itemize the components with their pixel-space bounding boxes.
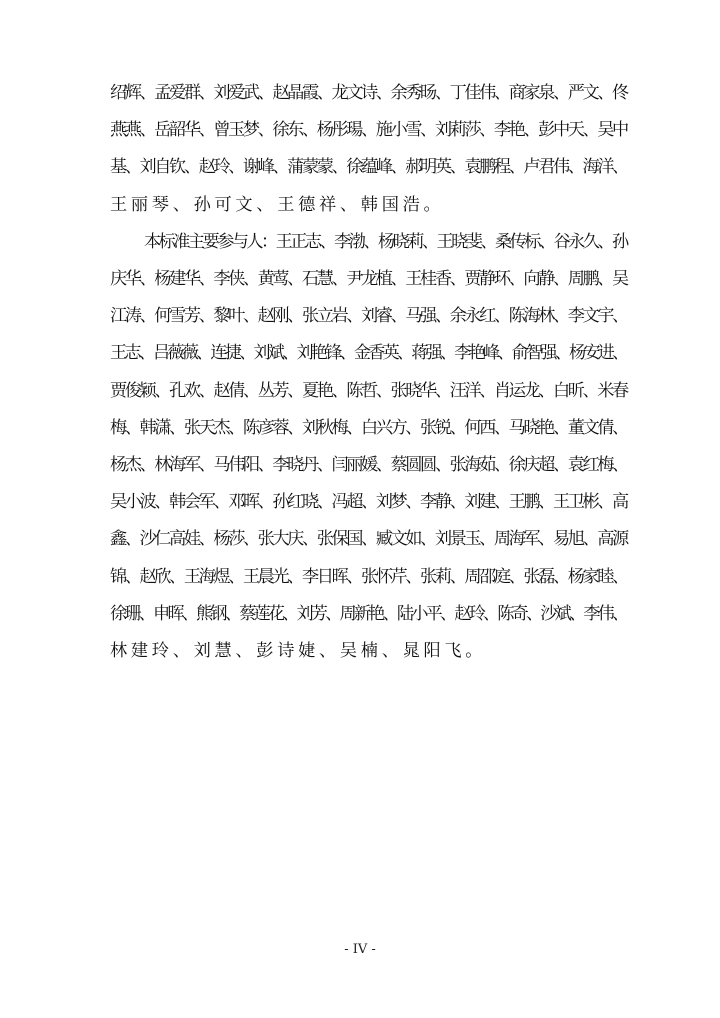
- text-line: 锦 、 赵 欣 、 王 海 煜 、 王 晨 光 、 李 日 晖 、 张 怀 芹 、 张 莉 、 周 邵 庭 、 张 磊 、 杨 家 睦 、: [110, 566, 630, 587]
- text-line: 梅 、 韩 潇 、 张 天 杰 、 陈 彦 蓉 、 刘 秋 梅 、 白 兴 方 、 张 锐 、 何 西 、 马 晓 艳 、 董 文 倩 、: [110, 417, 630, 438]
- text-line: 吴 小 波 、 韩 会 军 、 邓 晖 、 孙 红 晓 、 冯 超 、 刘 梦 、 李 静 、 刘 建 、 王 鹏 、 王 卫 彬 、 高: [110, 492, 630, 513]
- text-line: 徐 珊 、 申 晖 、 熊 钢 、 蔡 莲 花 、 刘 芳 、 周 新 艳 、 陆 小 平 、 赵 玲 、 陈 奇 、 沙 斌 、 李 伟 、: [110, 603, 630, 624]
- text-line: 燕 燕 、 岳 韶 华 、 曾 玉 梦 、 徐 东 、 杨 彤 瑒 、 施 小 雪 、 刘 莉 莎 、 李 艳 、 彭 中 天 、 吴 中: [110, 120, 630, 141]
- text-line: 贾 俊 颖 、 孔 欢 、 赵 倩 、 丛 芳 、 夏 艳 、 陈 哲 、 张 晓 华 、 汪 洋 、 肖 运 龙 、 白 昕 、 米 春: [110, 380, 630, 401]
- text-line: 王 志 、 吕 薇 薇 、 连 捷 、 刘 斌 、 刘 艳 锋 、 金 香 英 、 蒋 强 、 李 艳 峰 、 俞 智 强 、 杨 安 进 、: [110, 343, 630, 364]
- text-line: 庆 华 、 杨 建 华 、 李 侠 、 黄 莺 、 石 慧 、 尹 龙 植 、 王 桂 香 、 贾 静 环 、 向 静 、 周 鹏 、 吴: [110, 269, 630, 289]
- page-number: - IV -: [344, 942, 376, 957]
- text-line: 林 建 玲 、 刘 慧 、 彭 诗 婕 、 吴 楠 、 晁 阳 飞 。: [110, 641, 483, 661]
- text-line: 绍 辉 、 孟 爱 群 、 刘 爱 武 、 赵 晶 霞 、 龙 文 诗 、 余 秀 旸 、 丁 佳 伟 、 商 家 泉 、 严 文 、 佟: [110, 83, 630, 103]
- text-line: 王 丽 琴 、 孙 可 文 、 王 德 祥 、 韩 国 浩 。: [110, 194, 441, 215]
- text-line: 杨 杰 、 林 海 军 、 马 伟 阳 、 李 晓 丹 、 闫 丽 媛 、 蔡 圆 圆 、 张 海 茹 、 徐 庆 超 、 袁 红 梅 、: [110, 455, 630, 475]
- text-line: 鑫 、 沙 仁 高 娃 、 杨 莎 、 张 大 庆 、 张 保 国 、 臧 文 如 、 刘 景 玉 、 周 海 军 、 易 旭 、 高 源: [110, 529, 630, 550]
- text-line: 基 、 刘 自 钦 、 赵 玲 、 谢 峰 、 蒲 蒙 蒙 、 徐 蕴 峰 、 郝 明 英 、 袁 鹏 程 、 卢 君 伟 、 海 洋 、: [110, 157, 630, 178]
- text-line: 江 涛 、 何 雪 芳 、 黎 叶 、 赵 刚 、 张 立 岩 、 刘 睿 、 马 强 、 余 永 红 、 陈 海 林 、 李 文 宇 、: [110, 306, 630, 327]
- text-line: 本 标 准 主 要 参 与 人 ： 王 正 志 、 李 渤 、 杨 晓 莉 、 王 晓 斐 、 桑 传 标 、 谷 永 久 、 孙: [144, 231, 630, 252]
